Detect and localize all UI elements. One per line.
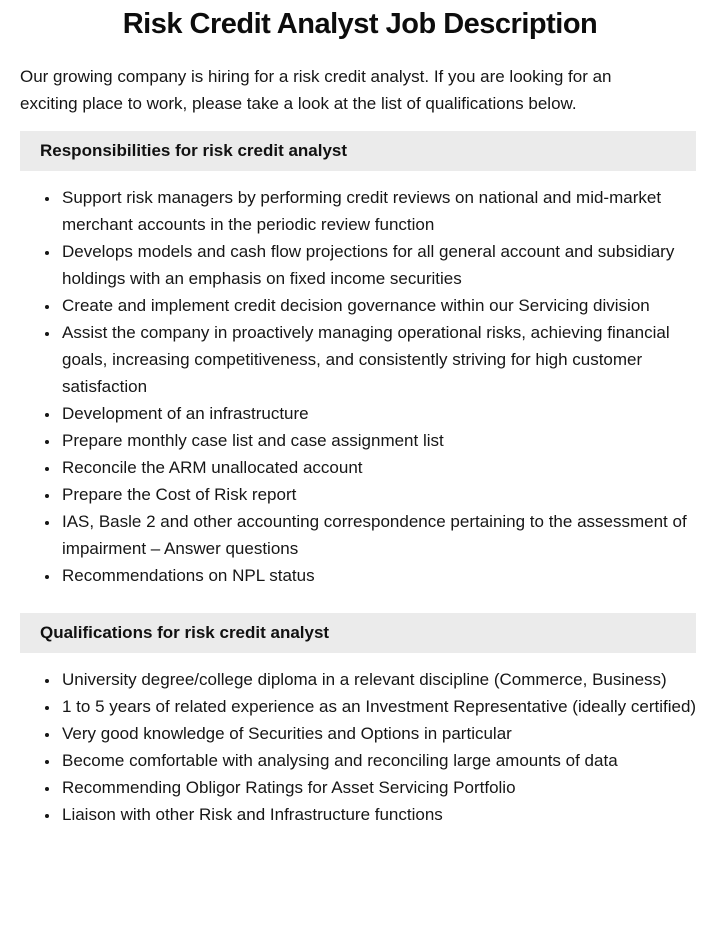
responsibilities-list xyxy=(0,184,720,589)
list-item: • Assist the company in proactively managing operational risks, achieving financial goals, increasing competitiveness, and consistently striving for high customer satisfaction xyxy=(60,319,702,400)
list-item: • Reconcile the ARM unallocated account xyxy=(60,454,702,481)
section-heading-label: Responsibilities for risk credit analyst xyxy=(40,141,348,160)
list-item: • Prepare the Cost of Risk report xyxy=(60,481,702,508)
qualifications-list xyxy=(0,666,720,828)
list-item: • Develops models and cash flow projections for all general account and subsidiary holdings with an emphasis on fixed income securities xyxy=(60,238,702,292)
list-item: • Prepare monthly case list and case assignment list xyxy=(60,427,702,454)
section-heading-label: Qualifications for risk credit analyst xyxy=(40,623,330,642)
list-item: • Recommending Obligor Ratings for Asset Servicing Portfolio xyxy=(60,774,702,801)
list-item: • Support risk managers by performing credit reviews on national and mid-market merchant accounts in the periodic review function xyxy=(60,184,702,238)
list-item: • Create and implement credit decision governance within our Servicing division xyxy=(60,292,702,319)
list-item: • Become comfortable with analysing and reconciling large amounts of data xyxy=(60,747,702,774)
list-item: • 1 to 5 years of related experience as an Investment Representative (ideally certified) xyxy=(60,693,702,720)
list-item: • Very good knowledge of Securities and Options in particular xyxy=(60,720,702,747)
list-item: • IAS, Basle 2 and other accounting correspondence pertaining to the assessment of impairment – Answer questions xyxy=(60,508,702,562)
list-item: • Liaison with other Risk and Infrastructure functions xyxy=(60,801,702,828)
page-title: Risk Credit Analyst Job Description xyxy=(122,8,598,40)
section-heading-responsibilities xyxy=(20,131,696,171)
section-heading-qualifications xyxy=(20,613,696,653)
list-item: • University degree/college diploma in a relevant discipline (Commerce, Business) xyxy=(60,666,702,693)
intro-paragraph: Our growing company is hiring for a risk credit analyst. If you are looking for an exciting place to work, please take a look at the list of qualifications below. xyxy=(20,67,612,113)
list-item: • Development of an infrastructure xyxy=(60,400,702,427)
list-item: • Recommendations on NPL status xyxy=(60,562,702,589)
